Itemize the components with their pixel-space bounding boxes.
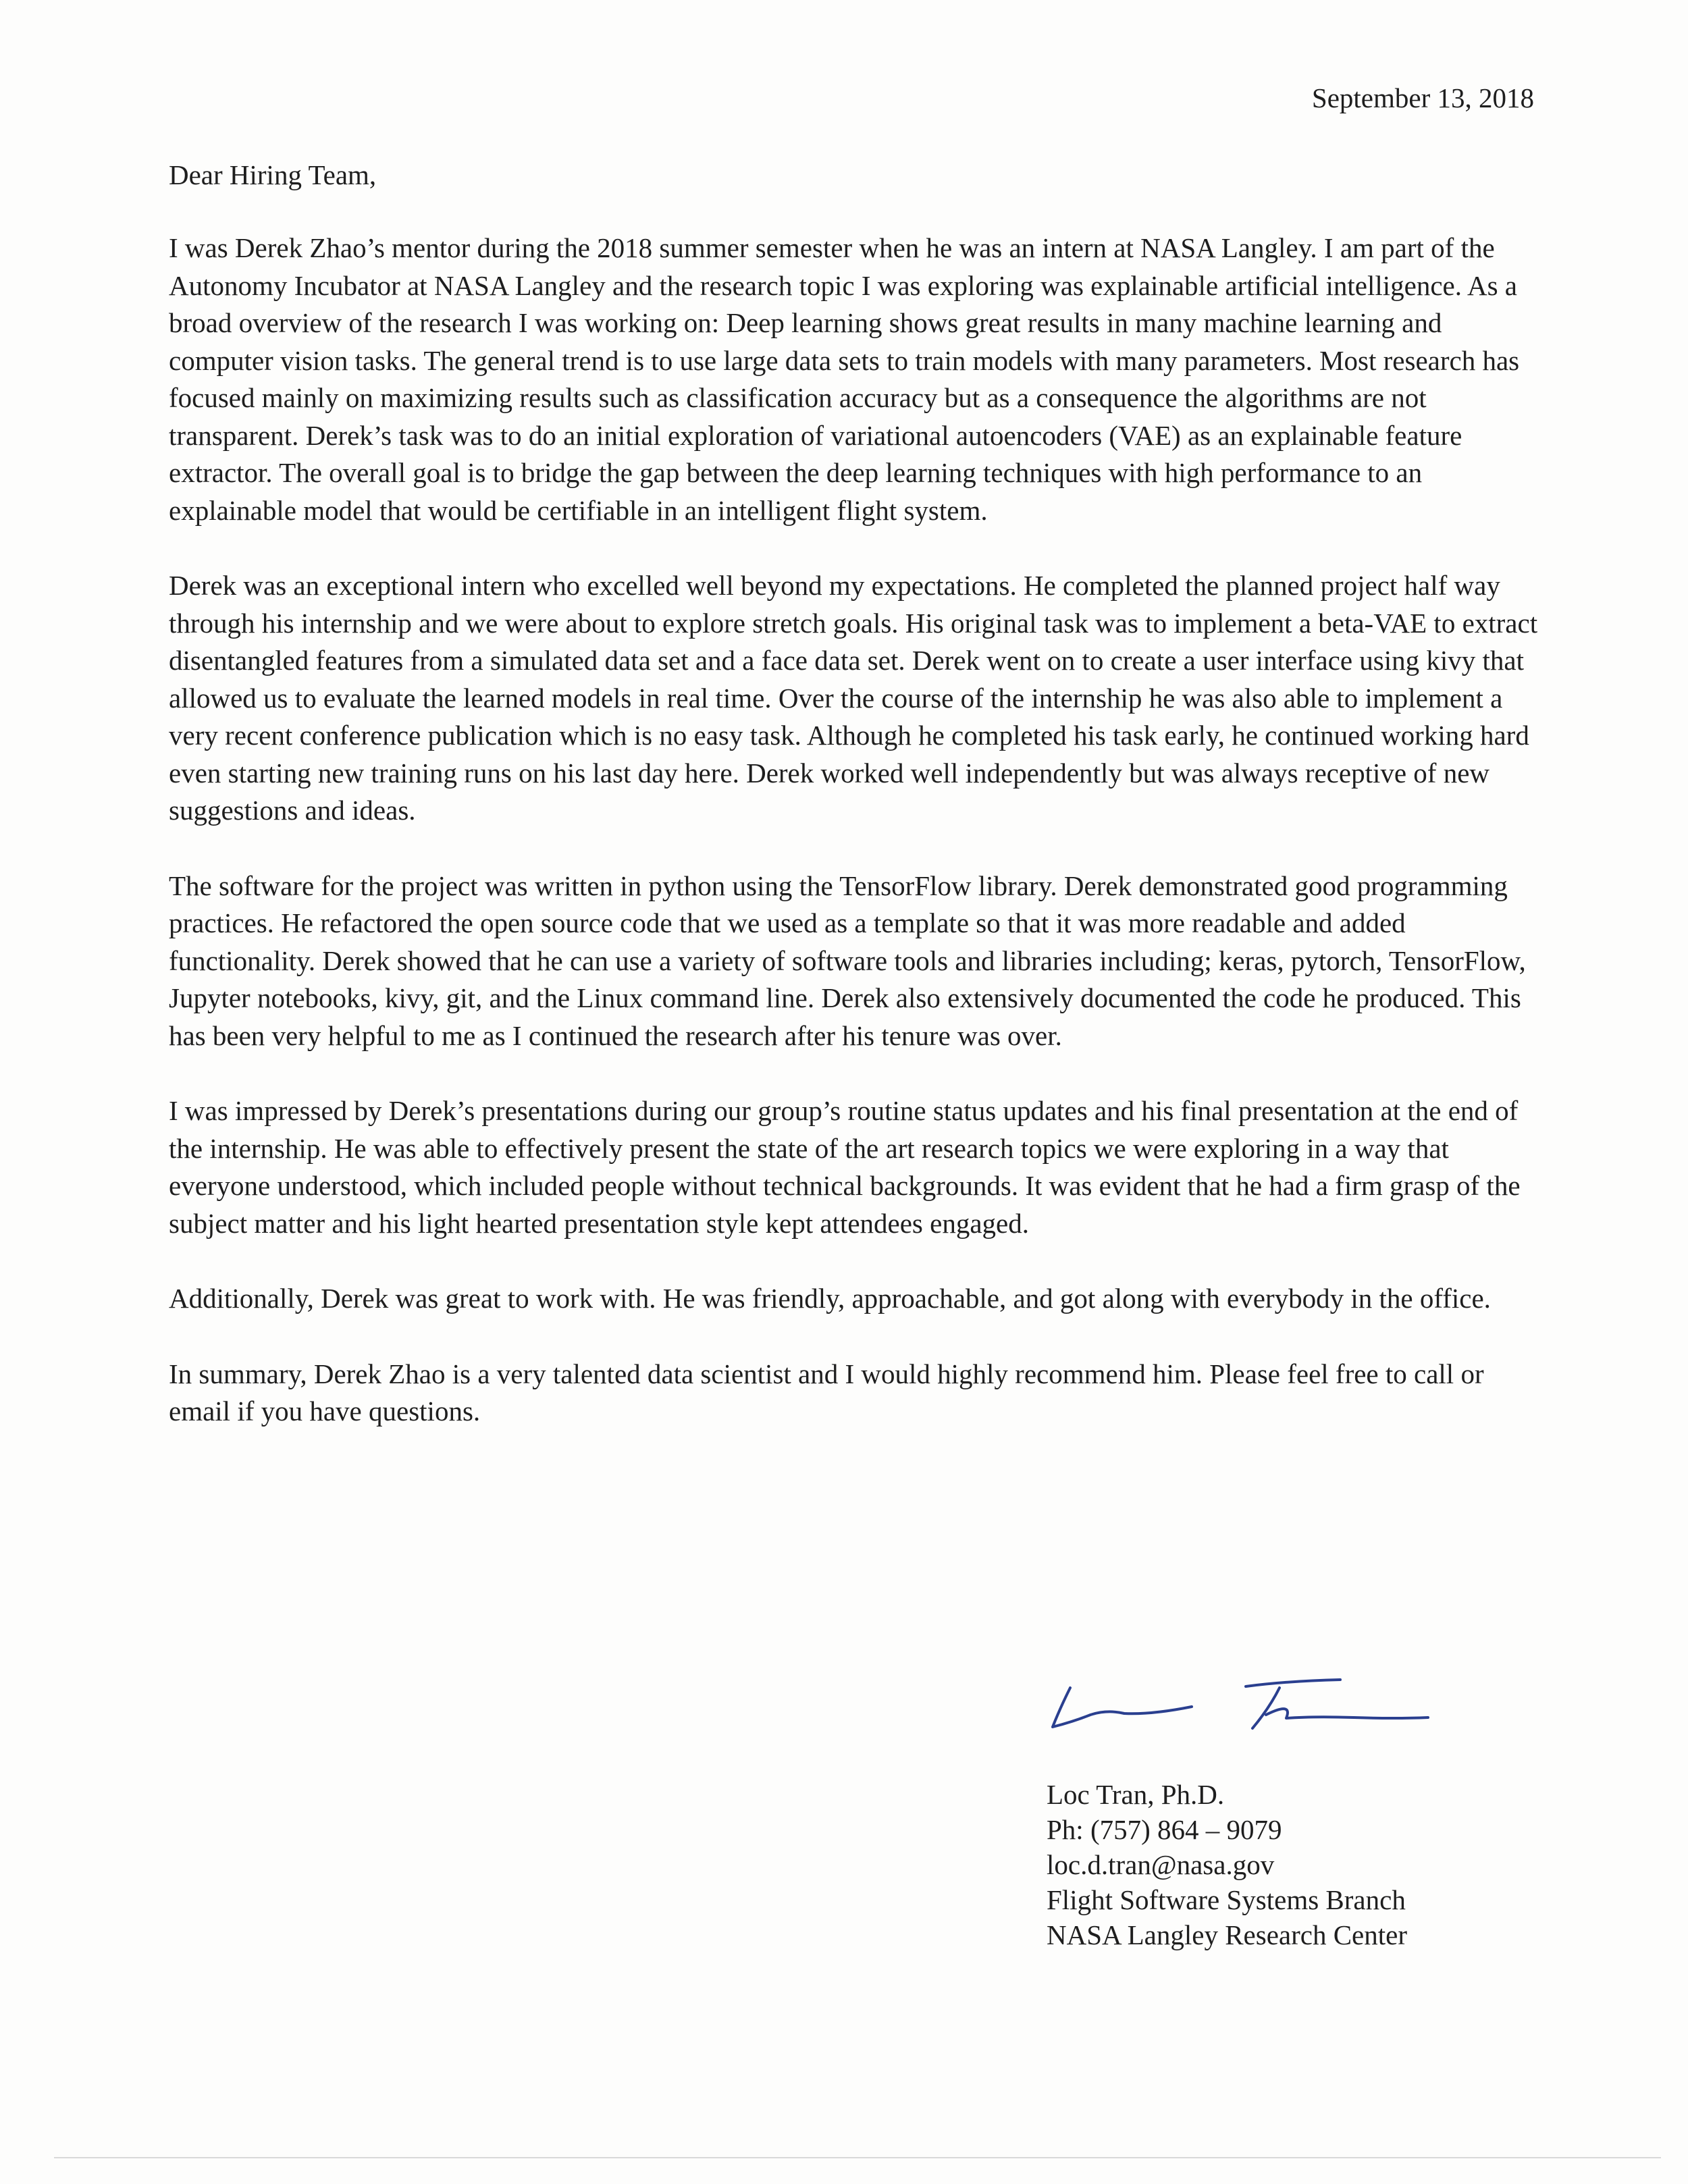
paragraph-teamwork: Additionally, Derek was great to work with. He was friendly, approachable, and got along with everybody in the office. (169, 1283, 1491, 1314)
paragraph-performance: Derek was an exceptional intern who excelled well beyond my expectations. He completed the planned project half way through his internship and we were about to explore stretch goals. His original task was to implement a beta-VAE to extract disentangled features from a simulated data set and a face data set. Derek went on to create a user interface using kivy that allowed us to evaluate the learned models in real time. Over the course of the internship he was also able to implement a very recent conference publication which is no easy task. Although he completed his task early, he continued working hard even starting new training runs on his last day here. Derek worked well independently but was always receptive of new suggestions and ideas. (169, 570, 1538, 826)
signer-center: NASA Langley Research Center (1047, 1919, 1407, 1950)
paragraph-summary: In summary, Derek Zhao is a very talented data scientist and I would highly recommend him. Please feel free to call or email if you have questions. (169, 1358, 1484, 1427)
paragraph-overview: I was Derek Zhao’s mentor during the 2018 summer semester when he was an intern at NASA Langley. I am part of the Autonomy Incubator at NASA Langley and the research topic I was exploring was explainable artificial intelligence. As a broad overview of the research I was working on: Deep learning shows great results in many machine learning and computer vision tasks. The general trend is to use large data sets to train models with many parameters. Most research has focused mainly on maximizing results such as classification accuracy but as a consequence the algorithms are not transparent. Derek’s task was to do an initial exploration of variational autoencoders (VAE) as an explainable feature extractor. The overall goal is to bridge the gap between the deep learning techniques with high performance to an explainable model that would be certifiable in an intelligent flight system. (169, 232, 1520, 526)
signature-block (1047, 1777, 1407, 1952)
paragraph-software: The software for the project was written in python using the TensorFlow library. Derek demonstrated good programming practices. He refactored the open source code that we used as a template so that it was more readable and added functionality. Derek showed that he can use a variety of software tools and libraries including; keras, pytorch, TensorFlow, Jupyter notebooks, kivy, git, and the Linux command line. Derek also extensively documented the code he produced. This has been very helpful to me as I continued the research after his tenure was over. (169, 870, 1526, 1051)
signer-email: loc.d.tran@nasa.gov (1047, 1849, 1275, 1880)
handwritten-signature (1043, 1668, 1448, 1742)
scan-edge-divider (54, 2157, 1661, 2158)
paragraph-presentations: I was impressed by Derek’s presentations during our group’s routine status updates and his final presentation at the end of the internship. He was able to effectively present the state of the art research topics we were exploring in a way that everyone understood, which included people without technical backgrounds. It was evident that he had a firm grasp of the subject matter and his light hearted presentation style kept attendees engaged. (169, 1095, 1521, 1239)
signer-phone: Ph: (757) 864 – 9079 (1047, 1814, 1282, 1845)
signer-name: Loc Tran, Ph.D. (1047, 1779, 1225, 1810)
letter-body (169, 230, 1546, 1468)
letter-date: September 13, 2018 (1311, 82, 1534, 113)
signer-branch: Flight Software Systems Branch (1047, 1884, 1406, 1915)
salutation: Dear Hiring Team, (169, 159, 377, 190)
